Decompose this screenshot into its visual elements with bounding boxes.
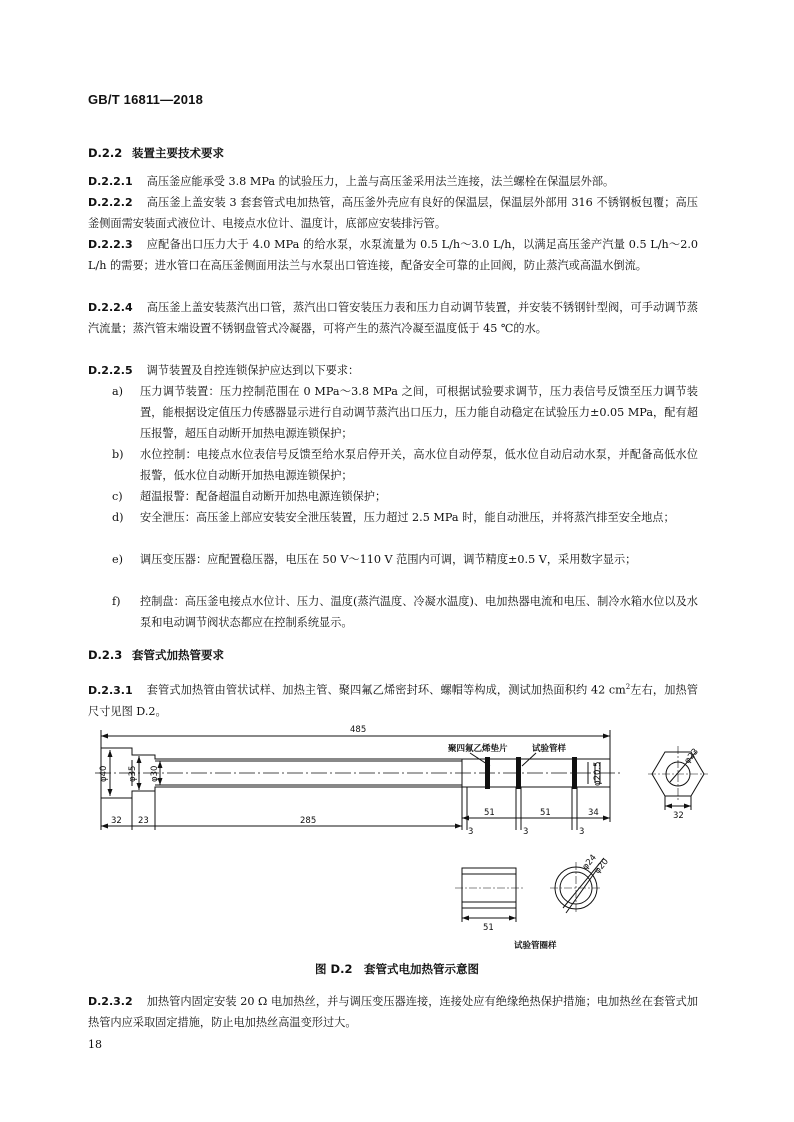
dim-d23-label: φ23: [682, 746, 701, 766]
ring-dim-leader: [566, 868, 598, 913]
clause-text: 加热管内固定安装 20 Ω 电加热丝，并与调压变压器连接，连接处应有绝缘绝热保护措施；电加热丝在套管式加热管内应采取固定措施，防止电加热丝高温变形过大。: [88, 995, 698, 1029]
list-label: c): [112, 490, 123, 503]
list-text: 安全泄压：高压釜上部应安装安全泄压装置，压力超过 2.5 MPa 时，能自动泄压，并将蒸汽排至安全地点；: [140, 511, 675, 524]
clause-number: D.2.3.2: [88, 995, 133, 1008]
dim-t3b-label: 3: [523, 827, 529, 837]
dim-s32-label: 32: [111, 816, 122, 826]
ptfe-seal-ring: [572, 757, 577, 789]
clause-number: D.2.2.2: [88, 196, 133, 209]
list-text: 控制盘：高压釜电接点水位计、压力、温度(蒸汽温度、冷凝水温度)、电加热器电流和电压、制冷水箱水位以及水泵和电动调节阀状态都应在控制系统显示。: [140, 595, 698, 629]
dim-d40-label: φ40: [99, 765, 109, 782]
ptfe-seal-ring: [485, 757, 490, 789]
clause-text: 高压釜上盖安装 3 套套管式电加热管，高压釜外壳应有良好的保温层，保温层外部用 316 不锈钢板包覆；高压釜侧面需安装面式液位计、电接点水位计、温度计，底部应安装排污管。: [88, 196, 698, 230]
dim-t3a-label: 3: [468, 827, 474, 837]
arrow-head: [137, 756, 142, 763]
clause-number: D.2.3.1: [88, 683, 133, 697]
callout-ptfe-label: 聚四氟乙烯垫片: [448, 744, 508, 754]
section-heading-d22: [88, 145, 224, 161]
arrow-head: [108, 789, 113, 796]
paragraph-d221: [88, 171, 698, 192]
list-item-a: [112, 381, 698, 444]
clause-text-cont: 左右，加热管尺寸见图 D.2。: [88, 683, 698, 718]
arrow-head: [509, 916, 516, 921]
paragraph-d232: [88, 991, 698, 1033]
page-number: 18: [88, 1038, 102, 1051]
ring-caption-label: 试验管圈样: [514, 941, 557, 951]
clause-text: 应配备出口压力大于 4.0 MPa 的给水泵，水泵流量为 0.5 L/h～3.0 L/h，以满足高压釜产汽量 0.5 L/h～2.0 L/h 的需要；进水管口在高压釜侧面用法兰与水泵出口管连接，配备安全可靠的止回阀，防止蒸汽或高温水倒流。: [88, 238, 698, 272]
list-item-d: [112, 507, 698, 528]
clause-text: 高压釜上盖安装蒸汽出口管，蒸汽出口管安装压力表和压力自动调节装置，并安装不锈钢针型阀，可手动调节蒸汽流量；蒸汽管末端设置不锈钢盘管式冷凝器，可将产生的蒸汽冷凝至温度低于 45 ℃的水。: [88, 301, 698, 335]
arrow-head: [603, 816, 610, 821]
dim-d30-label: φ30: [150, 765, 160, 782]
list-label: b): [112, 448, 124, 461]
dim-s285-label: 285: [300, 816, 317, 826]
list-label: f): [112, 595, 121, 608]
document-code: GB/T 16811—2018: [88, 92, 204, 107]
list-text: 调压变压器：应配置稳压器，电压在 50 V～110 V 范围内可调，调节精度±0.5 V，采用数字显示；: [140, 553, 637, 566]
arrow-head: [101, 734, 108, 739]
paragraph-d231: [88, 677, 698, 722]
arrow-head: [108, 750, 113, 757]
list-label: a): [112, 385, 124, 398]
dim-d35-label: φ35: [128, 765, 138, 782]
dim-ring-d20-label: φ20: [592, 856, 611, 876]
section-title: 套管式加热管要求: [132, 648, 224, 662]
dim-s51b-label: 51: [540, 808, 551, 818]
arrow-head: [462, 916, 469, 921]
dim-d205-label: φ20.5: [593, 761, 603, 786]
section-number: D.2.2: [88, 146, 123, 160]
list-item-e: [112, 549, 698, 570]
section-number: D.2.3: [88, 648, 123, 662]
list-text: 压力调节装置：压力控制范围在 0 MPa～3.8 MPa 之间，可根据试验要求调节，压力表信号反馈至压力调节装置，能根据设定值压力传感器显示进行自动调节蒸汽出口压力，压力能自动稳定在试验压力±0.05 MPa，配有超压报警，超压自动断开加热电源连锁保护；: [140, 385, 698, 440]
clause-text: 调节装置及自控连锁保护应达到以下要求：: [146, 364, 360, 377]
paragraph-d225: [88, 360, 698, 381]
dim-s23-label: 23: [138, 816, 149, 826]
arrow-head: [684, 804, 691, 809]
ptfe-seal-ring: [516, 757, 521, 789]
clause-text: 套管式加热管由管状试样、加热主管、聚四氟乙烯密封环、螺帽等构成，测试加热面积约 42 cm: [146, 683, 626, 697]
list-text: 水位控制：电接点水位表信号反馈至给水泵启停开关，高水位自动停泵，低水位自动启动水泵，并配备高低水位报警，低水位自动断开加热电源连锁保护；: [140, 448, 698, 482]
clause-number: D.2.2.5: [88, 364, 133, 377]
clause-number: D.2.2.3: [88, 238, 133, 251]
arrow-head: [665, 804, 672, 809]
list-item-c: [112, 486, 698, 507]
list-item-f: [112, 591, 698, 633]
arrow-head: [462, 816, 469, 821]
clause-number: D.2.2.4: [88, 301, 133, 314]
arrow-head: [101, 824, 108, 829]
list-item-b: [112, 444, 698, 486]
dim-total-label: 485: [350, 725, 367, 735]
dim-hex-label: 32: [673, 811, 684, 821]
list-label: e): [112, 553, 123, 566]
paragraph-d222: [88, 192, 698, 234]
list-label: d): [112, 511, 124, 524]
figure-d2-drawing: [0, 718, 794, 958]
clause-text: 高压釜应能承受 3.8 MPa 的试验压力，上盖与高压釜采用法兰连接，法兰螺栓在保温层外部。: [146, 175, 615, 188]
section-title: 装置主要技术要求: [132, 146, 224, 160]
dim-ring-d24-label: φ24: [580, 852, 599, 872]
figure-caption: 图 D.2 套管式电加热管示意图: [315, 962, 479, 976]
arrow-head: [137, 783, 142, 790]
section-heading-d23: [88, 647, 224, 663]
clause-number: D.2.2.1: [88, 175, 133, 188]
dim-s34-label: 34: [588, 808, 599, 818]
arrow-head: [455, 824, 462, 829]
paragraph-d224: [88, 297, 698, 339]
paragraph-d223: [88, 234, 698, 276]
list-text: 超温报警：配备超温自动断开加热电源连锁保护；: [140, 490, 387, 503]
callout-sample-label: 试验管样: [532, 744, 567, 754]
dim-ring-len-label: 51: [483, 923, 494, 933]
dim-s51a-label: 51: [484, 808, 495, 818]
arrow-head: [603, 734, 610, 739]
superscript: 2: [625, 683, 631, 691]
dim-t3c-label: 3: [579, 827, 585, 837]
